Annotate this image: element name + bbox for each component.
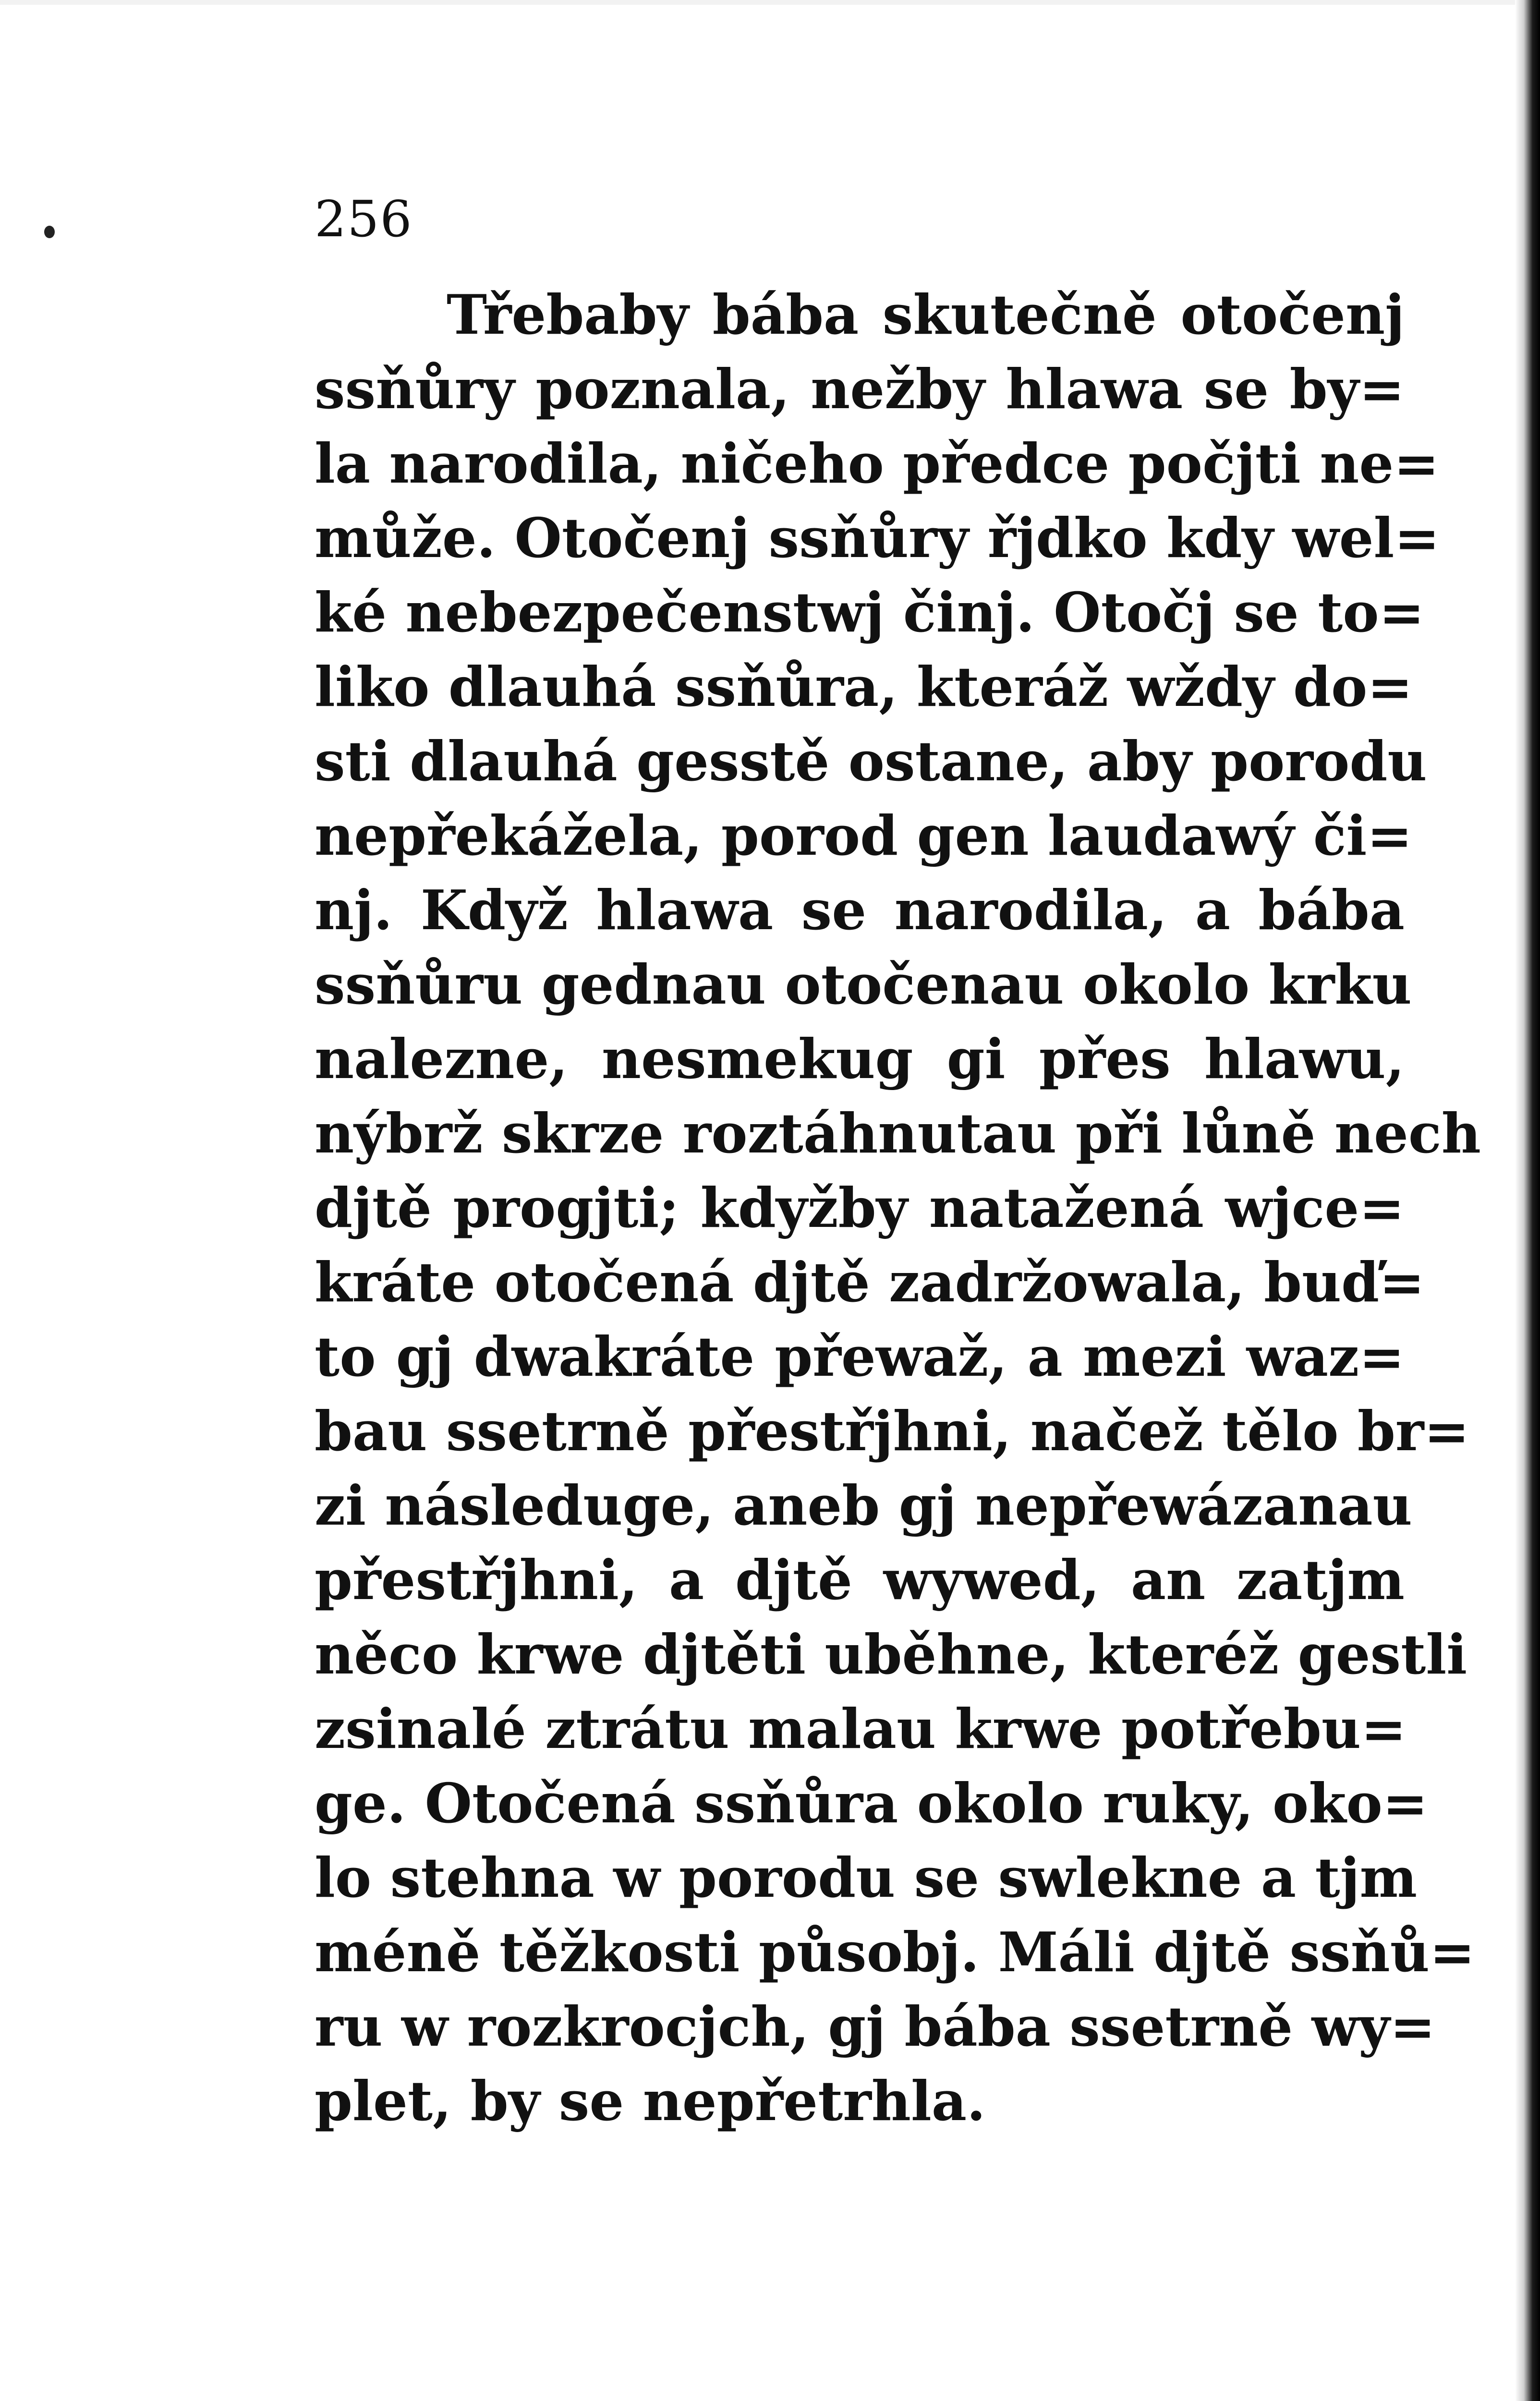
page-number: 256 <box>315 190 413 248</box>
text-line: Třebaby bába skutečně otočenj <box>447 283 1405 347</box>
text-line: ssňůru gednau otočenau okolo krku <box>315 953 1412 1017</box>
text-line: lo stehna w porodu se swlekne a tjm <box>315 1846 1418 1910</box>
text-line: kráte otočená djtě zadržowala, buď= <box>315 1250 1425 1314</box>
text-line: může. Otočenj ssňůry řjdko kdy wel= <box>315 506 1440 570</box>
text-line: la narodila, ničeho předce počjti ne= <box>315 432 1439 496</box>
body-text <box>315 278 1481 2150</box>
text-line: zi následuge, aneb gj nepřewázanau <box>315 1474 1412 1538</box>
text-line: liko dlauhá ssňůra, kteráž wždy do= <box>315 655 1413 719</box>
text-line: sti dlauhá gesstě ostane, aby porodu <box>315 729 1427 793</box>
text-line: nepřekážela, porod gen laudawý či= <box>315 804 1413 868</box>
text-line: to gj dwakráte přewaž, a mezi waz= <box>315 1325 1405 1389</box>
text-line: ké nebezpečenstwj činj. Otočj se to= <box>315 581 1425 644</box>
text-line: méně těžkosti působj. Máli djtě ssňů= <box>315 1920 1475 1984</box>
page-edge-shadow <box>1515 0 1540 2401</box>
text-line: přestřjhni, a djtě wywed, an zatjm <box>315 1548 1405 1612</box>
text-line: nj. Když hlawa se narodila, a bába <box>315 878 1405 942</box>
text-line: nýbrž skrze roztáhnutau při lůně nech <box>315 1102 1481 1165</box>
text-line: ge. Otočená ssňůra okolo ruky, oko= <box>315 1771 1428 1835</box>
text-line: něco krwe djtěti uběhne, kteréž gestli <box>315 1623 1467 1686</box>
text-line: bau ssetrně přestřjhni, načež tělo br= <box>315 1399 1470 1463</box>
text-line: plet, by se nepřetrhla. <box>315 2069 986 2133</box>
margin-ink-dot <box>44 226 55 238</box>
text-line: djtě progjti; kdyžby natažená wjce= <box>315 1176 1405 1240</box>
text-line: zsinalé ztrátu malau krwe potřebu= <box>315 1697 1407 1761</box>
text-line: nalezne, nesmekug gi přes hlawu, <box>315 1027 1405 1091</box>
top-edge <box>0 0 1540 5</box>
text-line: ssňůry poznala, nežby hlawa se by= <box>315 357 1405 421</box>
text-line: ru w rozkrocjch, gj bába ssetrně wy= <box>315 1995 1436 2059</box>
